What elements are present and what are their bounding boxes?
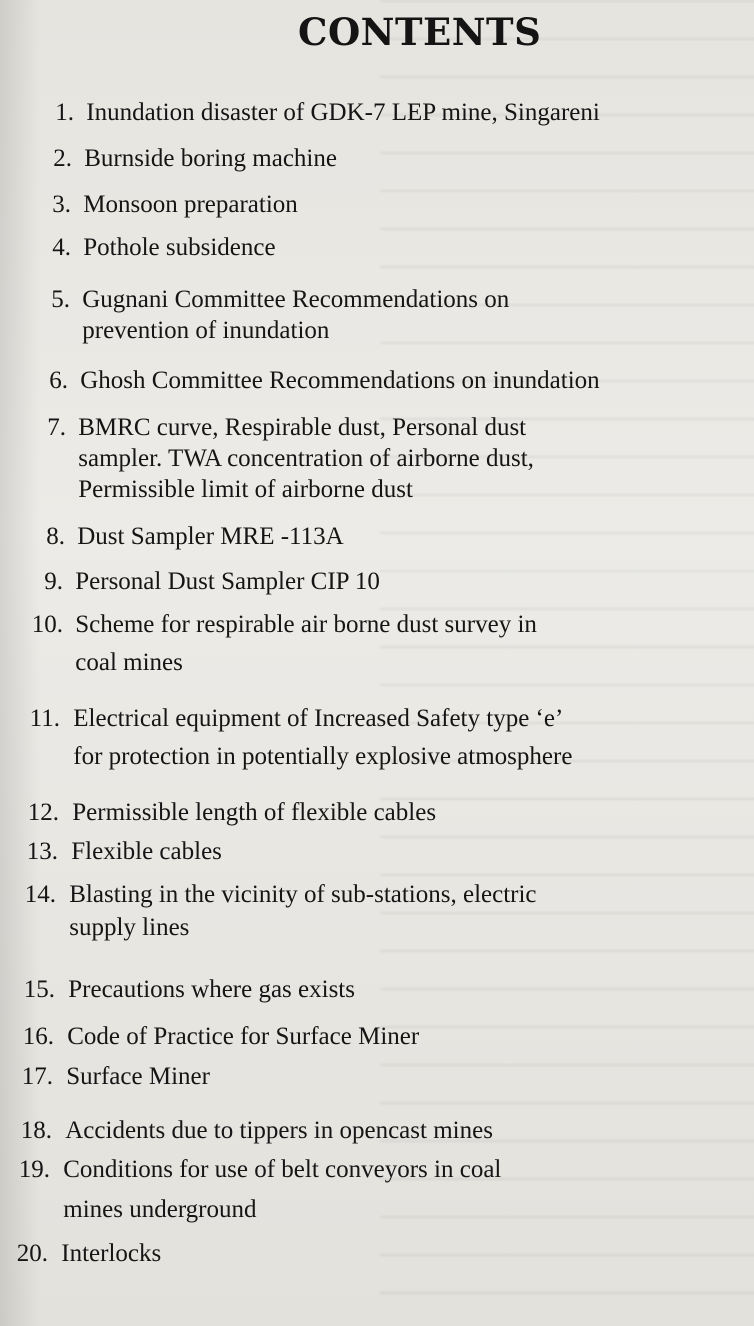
item-number: 3. bbox=[52, 191, 71, 218]
item-text: for protection in potentially explosive atmosphere bbox=[73, 743, 573, 770]
list-item bbox=[16, 703, 572, 772]
item-number: 18. bbox=[20, 1117, 52, 1144]
item-text: Accidents due to tippers in opencast mines bbox=[65, 1117, 493, 1144]
item-text: mines underground bbox=[63, 1196, 257, 1223]
item-number: 5. bbox=[51, 286, 70, 313]
item-text: Permissible length of flexible cables bbox=[72, 799, 437, 826]
item-text: Pothole subsidence bbox=[83, 234, 276, 261]
item-text: Scheme for respirable air borne dust survey in bbox=[75, 611, 537, 638]
list-item bbox=[15, 797, 436, 828]
list-item bbox=[4, 1238, 161, 1269]
item-text: Electrical equipment of Increased Safety type ‘e’ bbox=[73, 705, 564, 732]
item-text: Monsoon preparation bbox=[83, 191, 298, 218]
item-number: 6. bbox=[49, 367, 68, 394]
item-text: Surface Miner bbox=[66, 1063, 210, 1090]
list-item bbox=[41, 232, 276, 263]
item-number: 7. bbox=[47, 414, 66, 441]
item-number: 16. bbox=[22, 1023, 54, 1050]
list-item bbox=[12, 879, 537, 943]
item-number: 2. bbox=[53, 145, 72, 172]
item-number: 14. bbox=[24, 881, 56, 908]
list-item bbox=[41, 189, 298, 220]
page-title: CONTENTS bbox=[298, 10, 542, 54]
item-text: sampler. TWA concentration of airborne dust, bbox=[78, 445, 534, 472]
list-item bbox=[35, 521, 344, 552]
item-number: 15. bbox=[23, 976, 55, 1003]
item-text: Interlocks bbox=[61, 1240, 162, 1267]
item-number: 17. bbox=[21, 1063, 53, 1090]
item-text: coal mines bbox=[75, 649, 183, 676]
item-number: 12. bbox=[27, 799, 59, 826]
item-number: 10. bbox=[31, 611, 63, 638]
item-text: supply lines bbox=[69, 914, 190, 941]
item-number: 19. bbox=[18, 1156, 50, 1183]
list-item bbox=[38, 365, 600, 396]
item-text: Gugnani Committee Recommendations on bbox=[82, 286, 510, 313]
item-number: 11. bbox=[29, 705, 60, 732]
item-text: Precautions where gas exists bbox=[68, 976, 355, 1003]
list-item bbox=[19, 609, 537, 678]
item-text: BMRC curve, Respirable dust, Personal dust bbox=[78, 414, 527, 441]
list-item bbox=[9, 1061, 210, 1092]
list-item bbox=[40, 284, 509, 346]
list-item bbox=[8, 1115, 493, 1146]
item-text: Code of Practice for Surface Miner bbox=[67, 1023, 420, 1050]
list-item bbox=[44, 97, 600, 128]
item-text: prevention of inundation bbox=[82, 317, 330, 344]
list-item bbox=[33, 566, 380, 597]
list-item bbox=[6, 1154, 501, 1225]
item-number: 8. bbox=[46, 523, 65, 550]
item-number: 4. bbox=[52, 234, 71, 261]
item-text: Personal Dust Sampler CIP 10 bbox=[75, 568, 380, 595]
item-text: Dust Sampler MRE -113A bbox=[77, 523, 344, 550]
item-number: 1. bbox=[55, 99, 74, 126]
item-text: Ghosh Committee Recommendations on inundation bbox=[80, 367, 600, 394]
item-text: Permissible limit of airborne dust bbox=[78, 476, 413, 503]
list-item bbox=[42, 143, 337, 174]
item-text: Inundation disaster of GDK-7 LEP mine, Singareni bbox=[86, 99, 600, 126]
list-item bbox=[14, 836, 222, 867]
item-text: Flexible cables bbox=[71, 838, 222, 865]
item-text: Conditions for use of belt conveyors in coal bbox=[63, 1156, 502, 1183]
list-item bbox=[10, 1021, 419, 1052]
list-item bbox=[36, 412, 534, 505]
item-number: 9. bbox=[44, 568, 63, 595]
item-number: 13. bbox=[26, 838, 58, 865]
list-item bbox=[11, 974, 355, 1005]
item-text: Burnside boring machine bbox=[84, 145, 337, 172]
item-number: 20. bbox=[16, 1240, 48, 1267]
item-text: Blasting in the vicinity of sub-stations, electric bbox=[69, 881, 537, 908]
